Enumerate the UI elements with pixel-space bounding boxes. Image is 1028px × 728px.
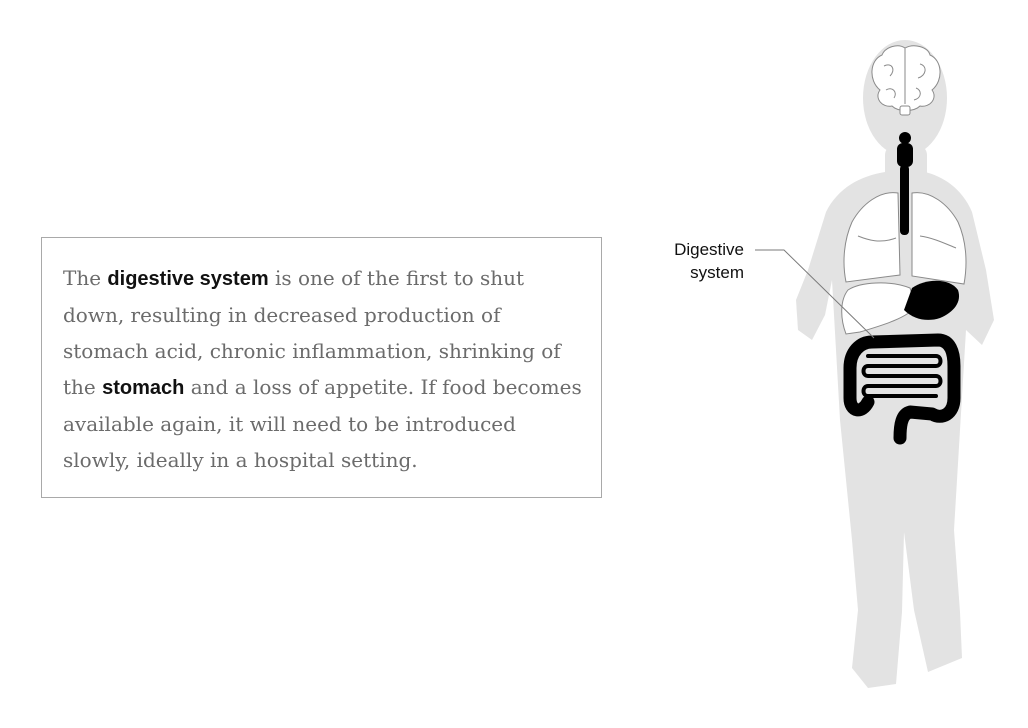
label-line-1: Digestive — [674, 240, 744, 259]
text-mid: is one of the first to shut down, resulting in decreased production of stomach acid, chronic inflammation, shrinking of the — [63, 266, 561, 399]
keyword-stomach: stomach — [102, 377, 185, 399]
text-intro: The — [63, 266, 102, 290]
keyword-digestive-system: digestive system — [107, 268, 269, 290]
text-end: and a loss of appetite. If food becomes available again, it will need to be introduced slowly, ideally in a hospital setting. — [63, 375, 582, 472]
label-line-2: system — [690, 263, 744, 282]
